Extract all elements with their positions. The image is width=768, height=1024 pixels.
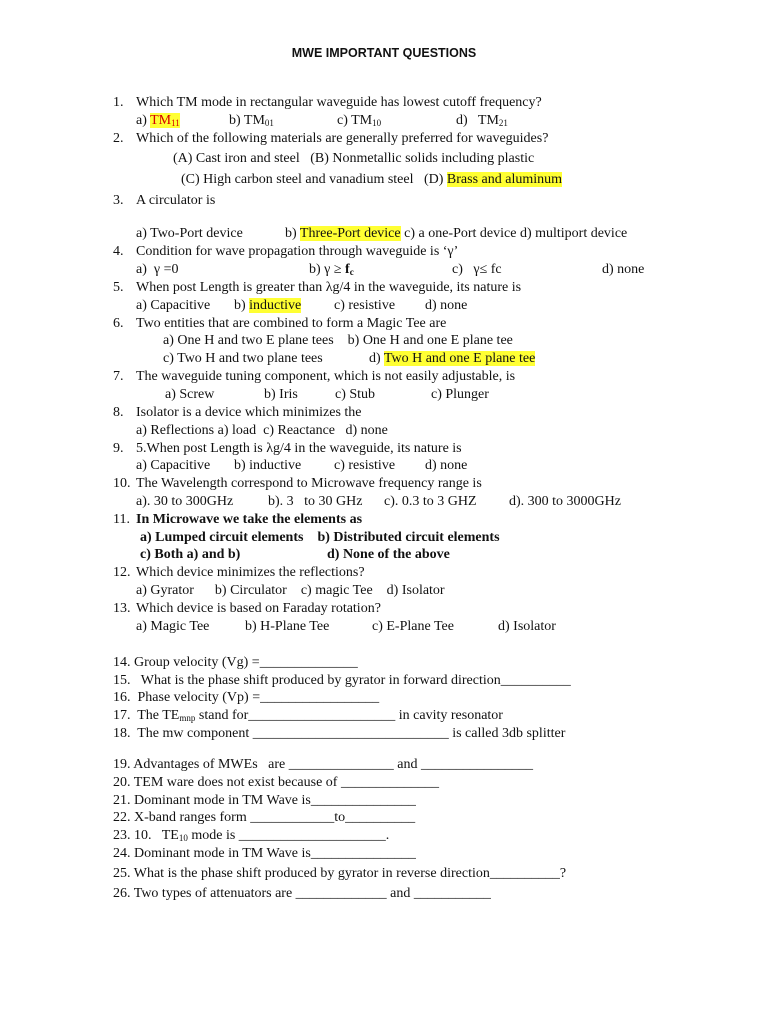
q10-number: 10. [113, 476, 131, 491]
q13-option-c: c) E-Plane Tee [372, 619, 454, 634]
q8-text: Isolator is a device which minimizes the [136, 405, 362, 420]
q11-option-c: c) Both a) and b) [140, 547, 241, 562]
q4-text: Condition for wave propagation through waveguide is ‘γ’ [136, 244, 459, 259]
q9-number: 9. [113, 441, 124, 456]
q1-number: 1. [113, 95, 124, 110]
q9-option-c: c) resistive [334, 458, 396, 473]
q3-option-a: a) Two-Port device [136, 226, 243, 241]
q5-option-a: a) Capacitive [136, 298, 211, 313]
q11-options-ab: a) Lumped circuit elements b) Distributed circuit elements [140, 530, 500, 545]
q6-option-c: c) Two H and two plane tees [163, 351, 323, 366]
q5-option-c: c) resistive [334, 298, 396, 313]
q10-option-d: d). 300 to 3000GHz [509, 494, 621, 509]
q7-option-b: b) Iris [264, 387, 298, 402]
q1-option-b: b) $TM_{01}$ [229, 113, 274, 128]
q1-answer-highlight: $TM_{11}$ [150, 113, 180, 128]
q10-text: The Wavelength correspond to Microwave frequency range is [136, 476, 482, 491]
q2-options-ab: (A) Cast iron and steel (B) Nonmetallic solids including plastic [173, 151, 535, 166]
q12-number: 12. [113, 565, 131, 580]
q6-option-d: d) Two H and one E plane tee [369, 351, 536, 366]
q13-number: 13. [113, 601, 131, 616]
q1-text: Which TM mode in rectangular waveguide has lowest cutoff frequency? [136, 95, 542, 110]
q18-line: 18. The mw component ____________________________ is called 3db splitter [113, 726, 566, 741]
q24-line: 24. Dominant mode in TM Wave is_______________ [113, 846, 416, 861]
q12-options: a) Gyrator b) Circulator c) magic Tee d) Isolator [136, 583, 445, 598]
q22-line: 22. X-band ranges form ____________to__________ [113, 810, 416, 825]
q19-line: 19. Advantages of MWEs are _______________ and ________________ [113, 757, 533, 772]
q7-option-a: a) Screw [165, 387, 215, 402]
q1-option-a: a) $TM_{11}$ [136, 113, 180, 128]
q4-option-a: a) γ =0 [136, 262, 179, 277]
q9-option-b: b) inductive [234, 458, 302, 473]
q13-option-d: d) Isolator [498, 619, 556, 634]
q5-option-d: d) none [425, 298, 468, 313]
q11-option-d: d) None of the above [327, 547, 450, 562]
q13-option-a: a) Magic Tee [136, 619, 210, 634]
q4-option-b: b) $\gamma \ge f_c$ [309, 262, 354, 277]
q8-number: 8. [113, 405, 124, 420]
q3-options-bcd: b) Three-Port device c) a one-Port device d) multiport device [285, 226, 628, 241]
q3-answer-highlight: Three-Port device [299, 226, 401, 241]
q4-number: 4. [113, 244, 124, 259]
q6-answer-highlight: Two H and one E plane tee [383, 351, 536, 366]
q13-text: Which device is based on Faraday rotation? [136, 601, 381, 616]
q2-options-cd: (C) High carbon steel and vanadium steel (D) Brass and aluminum [181, 172, 563, 187]
q10-option-b: b). 3 to 30 GHz [268, 494, 363, 509]
q2-answer-highlight: Brass and aluminum [446, 172, 563, 187]
q23-line: 23. 10. $TE_{10}$ mode is _____________________. [113, 828, 390, 843]
q16-line: 16. Phase velocity (Vp) =_________________ [113, 690, 380, 705]
q7-option-d: c) Plunger [431, 387, 489, 402]
page-title: MWE IMPORTANT QUESTIONS [291, 46, 477, 60]
q1-option-d: d) $TM_{21}$ [456, 113, 508, 128]
q15-line: 15. What is the phase shift produced by gyrator in forward direction__________ [113, 673, 571, 688]
q10-option-c: c). 0.3 to 3 GHZ [384, 494, 477, 509]
q3-number: 3. [113, 193, 124, 208]
q11-number: 11. [113, 512, 130, 527]
q6-number: 6. [113, 316, 124, 331]
q6-options-ab: a) One H and two E plane tees b) One H and one E plane tee [163, 333, 513, 348]
q8-options: a) Reflections a) load c) Reactance d) none [136, 423, 388, 438]
q5-option-b: b) inductive [234, 298, 302, 313]
q12-text: Which device minimizes the reflections? [136, 565, 365, 580]
q7-number: 7. [113, 369, 124, 384]
q7-text: The waveguide tuning component, which is not easily adjustable, is [136, 369, 516, 384]
q9-option-d: d) none [425, 458, 468, 473]
q13-option-b: b) H-Plane Tee [245, 619, 330, 634]
q9-text: 5.When post Length is λg/4 in the waveguide, its nature is [136, 441, 462, 456]
q7-option-c: c) Stub [335, 387, 376, 402]
q26-line: 26. Two types of attenuators are _____________ and ___________ [113, 886, 491, 901]
q14-line: 14. Group velocity (Vg) =______________ [113, 655, 358, 670]
q5-number: 5. [113, 280, 124, 295]
q10-option-a: a). 30 to 300GHz [136, 494, 234, 509]
q11-text: In Microwave we take the elements as [136, 512, 363, 527]
q9-option-a: a) Capacitive [136, 458, 211, 473]
q20-line: 20. TEM ware does not exist because of ______________ [113, 775, 439, 790]
q2-text: Which of the following materials are generally preferred for waveguides? [136, 131, 549, 146]
q3-text: A circulator is [136, 193, 216, 208]
q25-line: 25. What is the phase shift produced by gyrator in reverse direction__________? [113, 866, 567, 881]
q2-number: 2. [113, 131, 124, 146]
q17-line: 17. The $TE_{mnp}$ stand for_____________________ in cavity resonator [113, 708, 503, 723]
q4-option-d: d) none [602, 262, 645, 277]
q1-option-c: c) $TM_{10}$ [337, 113, 382, 128]
q6-text: Two entities that are combined to form a Magic Tee are [136, 316, 447, 331]
q21-line: 21. Dominant mode in TM Wave is_______________ [113, 793, 416, 808]
q4-option-c: c) γ≤ fc [452, 262, 502, 277]
q5-text: When post Length is greater than λg/4 in the waveguide, its nature is [136, 280, 522, 295]
q5-answer-highlight: inductive [249, 298, 302, 313]
